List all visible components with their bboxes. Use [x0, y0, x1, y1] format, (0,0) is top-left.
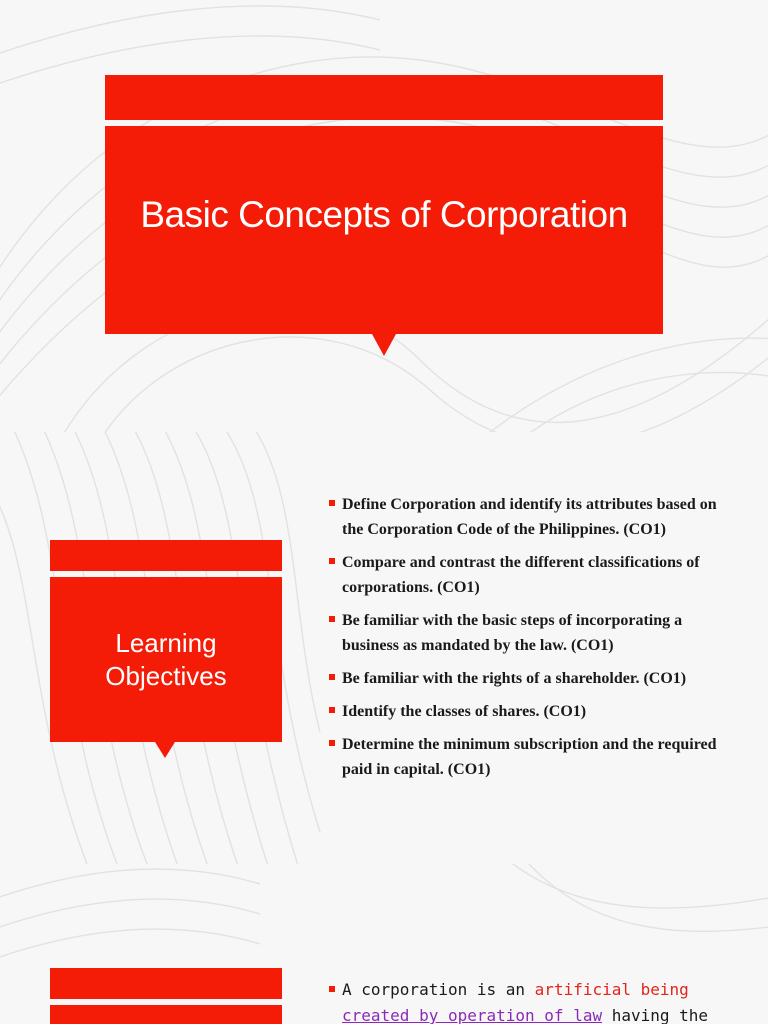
- title-box-pointer: [372, 334, 396, 356]
- objective-item: Determine the minimum subscription and the required paid in capital. (CO1): [329, 732, 741, 782]
- title-box: [105, 126, 663, 334]
- square-bullet-icon: [329, 500, 335, 506]
- square-bullet-icon: [329, 740, 335, 746]
- definition-accent-bar: [50, 968, 282, 999]
- highlight-artificial-being: artificial being: [534, 980, 689, 999]
- objectives-box-pointer: [155, 742, 175, 758]
- objective-item: Be familiar with the rights of a shareholder. (CO1): [329, 666, 741, 691]
- objective-item: Compare and contrast the different classifications of corporations. (CO1): [329, 550, 741, 600]
- objectives-title-box: [50, 577, 282, 742]
- objectives-title: Learning Objectives: [105, 627, 227, 691]
- highlight-operation-of-law: created by operation of law: [342, 1006, 603, 1024]
- square-bullet-icon: [329, 616, 335, 622]
- title-slide: [0, 0, 768, 432]
- learning-objectives-slide: [0, 432, 768, 864]
- square-bullet-icon: [329, 707, 335, 713]
- objectives-list: [329, 492, 741, 790]
- square-bullet-icon: [329, 986, 335, 992]
- definition-title-box: [50, 1005, 282, 1024]
- square-bullet-icon: [329, 558, 335, 564]
- objective-item: Be familiar with the basic steps of incorporating a business as mandated by the law. (CO1): [329, 608, 741, 658]
- definition-bullet: A corporation is an artificial being created by operation of law having the: [329, 977, 762, 1024]
- title-accent-bar: [105, 75, 663, 120]
- objective-item: Define Corporation and identify its attributes based on the Corporation Code of the Philippines. (CO1): [329, 492, 741, 542]
- objectives-accent-bar: [50, 540, 282, 571]
- definition-slide: [0, 864, 768, 1024]
- slide-title: Basic Concepts of Corporation: [140, 194, 628, 235]
- square-bullet-icon: [329, 674, 335, 680]
- objective-item: Identify the classes of shares. (CO1): [329, 699, 741, 724]
